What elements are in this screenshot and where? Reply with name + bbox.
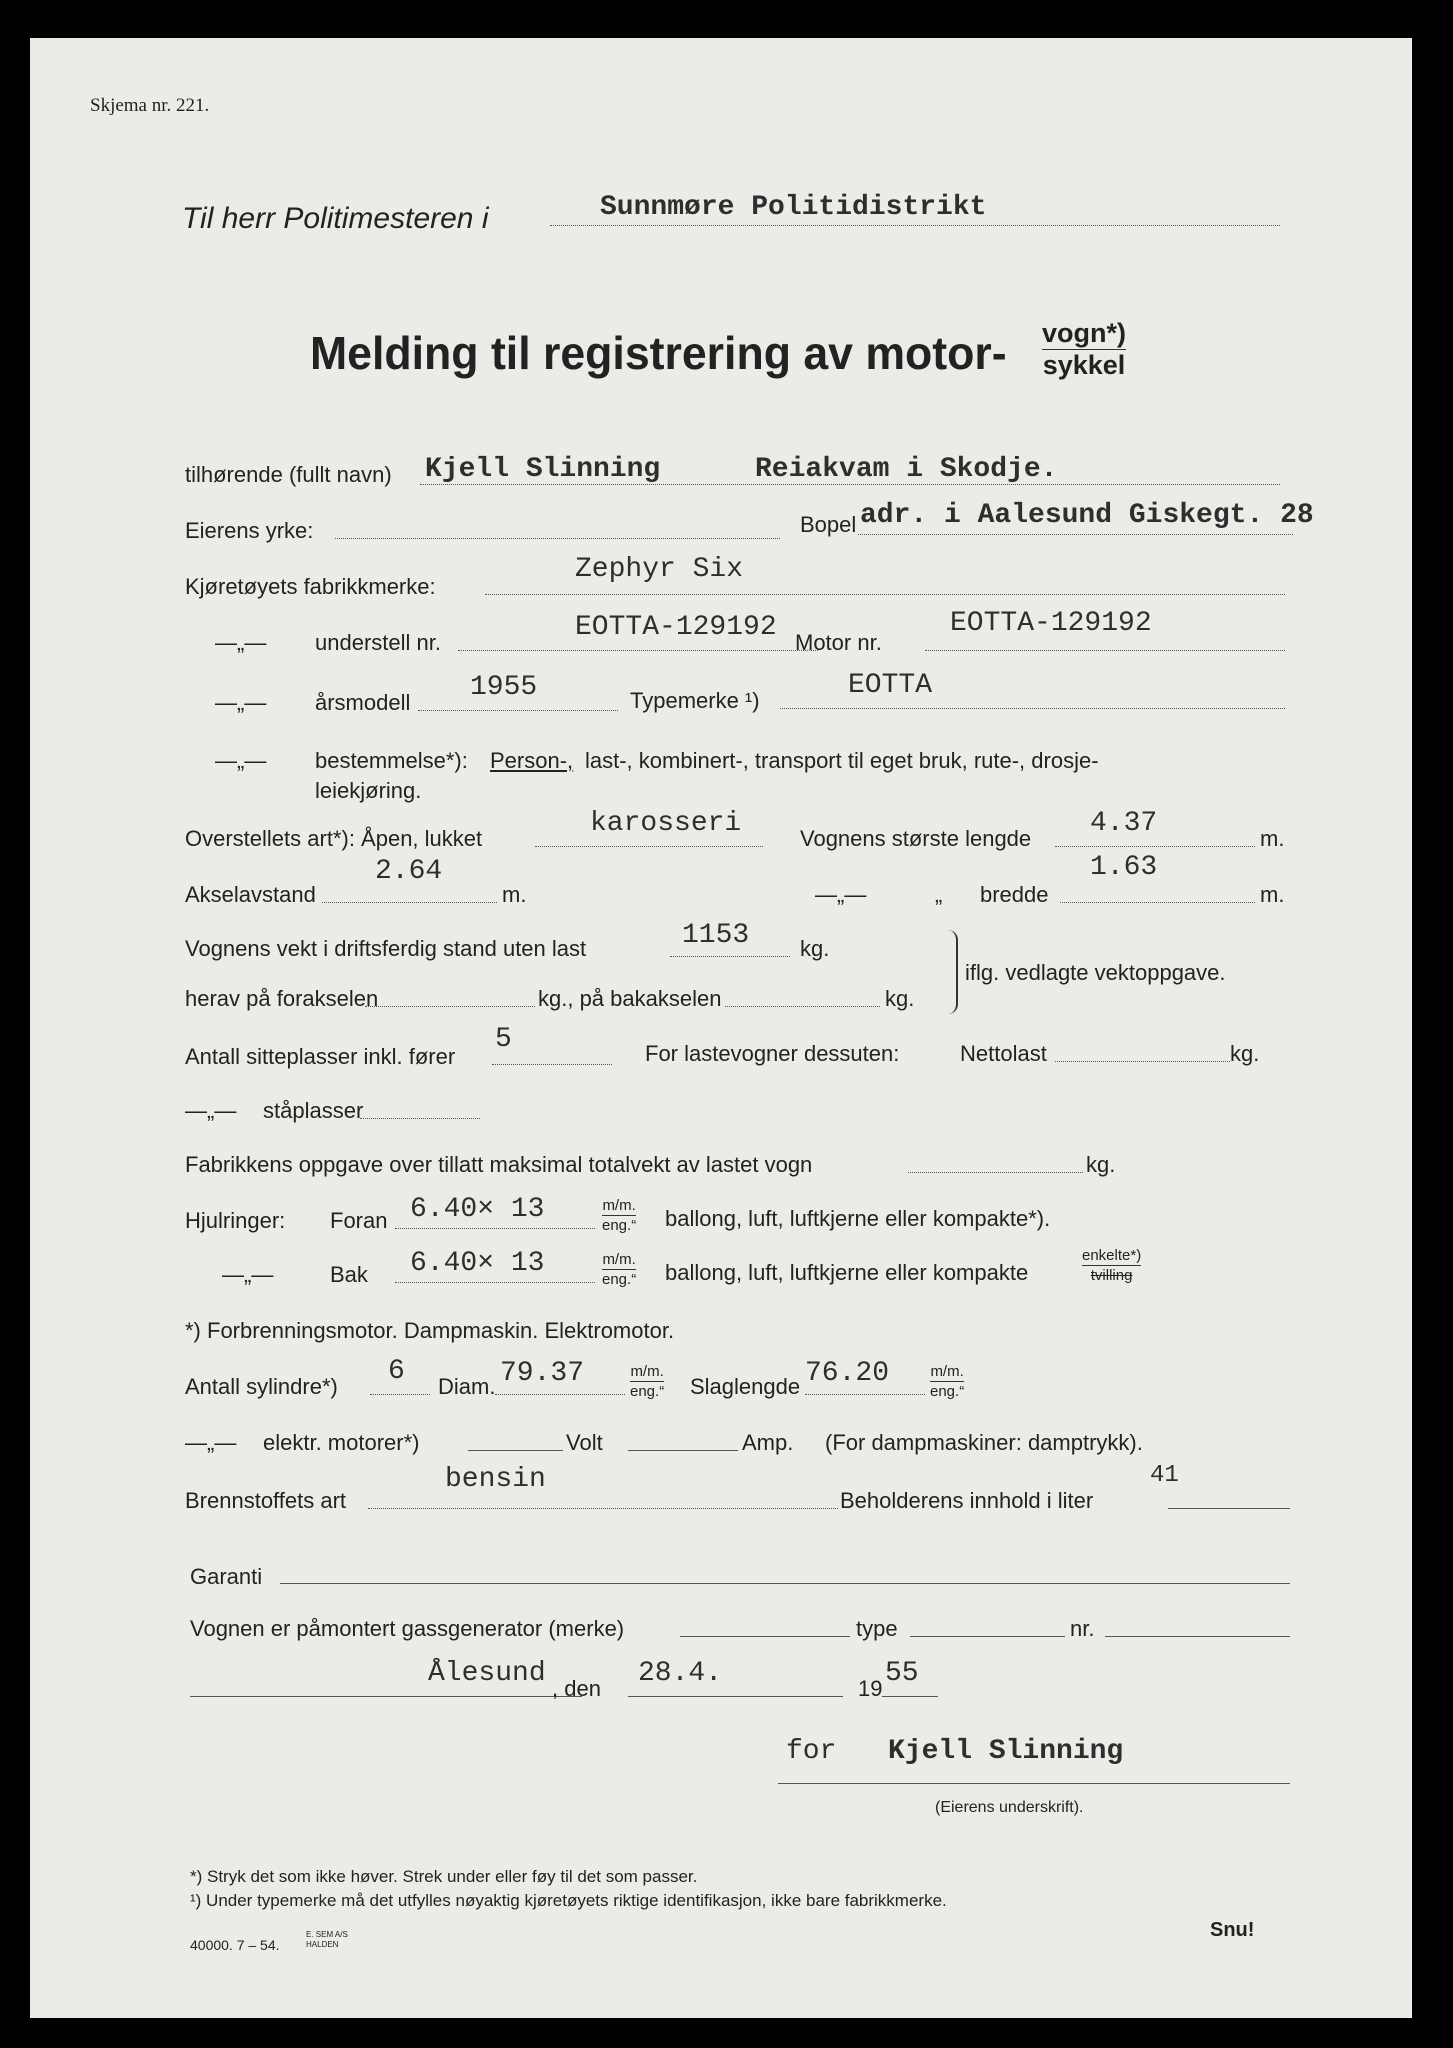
guarantee-line xyxy=(280,1583,1290,1584)
truck-label: For lastevogner dessuten: xyxy=(645,1041,900,1066)
rear-axle-label: kg., på bakakselen xyxy=(538,986,722,1011)
ditto-purpose: —„— xyxy=(215,748,267,773)
weight-label: Vognens vekt i driftsferdig stand uten last xyxy=(185,936,587,961)
ditto-chassis: —„— xyxy=(215,630,267,655)
tires-front-types: ballong, luft, luftkjerne eller kompakte*). xyxy=(665,1206,1051,1231)
footnote-1: *) Stryk det som ikke høver. Strek under eller føy til det som passer. xyxy=(190,1867,698,1886)
bore-line xyxy=(495,1394,625,1395)
form-id: Skjema nr. 221. xyxy=(90,95,210,116)
tires-rear-types: ballong, luft, luftkjerne eller kompakte xyxy=(665,1260,1029,1285)
title-fraction xyxy=(1042,320,1126,379)
model-year-value: 1955 xyxy=(470,672,538,703)
purpose-selected: Person-, xyxy=(490,748,574,773)
seats-label: Antall sitteplasser inkl. fører xyxy=(185,1044,456,1069)
gas-generator-nr-label: nr. xyxy=(1070,1616,1095,1641)
make-label: Kjøretøyets fabrikkmerke: xyxy=(185,574,436,599)
ditto-model-year: —„— xyxy=(215,690,267,715)
tires-rear-mount: enkelte*) tvilling xyxy=(1082,1247,1142,1284)
width-unit: m. xyxy=(1260,882,1285,907)
electric-label: elektr. motorer*) xyxy=(263,1430,420,1455)
width-label: bredde xyxy=(980,882,1049,907)
purpose-label: bestemmelse*): xyxy=(315,748,468,773)
date-place-line xyxy=(190,1696,582,1697)
bore-value: 79.37 xyxy=(500,1358,585,1389)
model-year-label: årsmodell xyxy=(315,690,411,715)
model-year-line xyxy=(418,710,618,711)
weight-brace xyxy=(948,930,958,1014)
tires-front-label: Foran xyxy=(330,1208,388,1233)
tires-front-value: 6.40× 13 xyxy=(410,1194,545,1225)
turn-over: Snu! xyxy=(1210,1919,1255,1941)
tires-rear-value: 6.40× 13 xyxy=(410,1248,545,1279)
printer-mark: E. SEM A/S HALDEN xyxy=(306,1930,348,1949)
volt-label: Volt xyxy=(566,1430,603,1455)
tires-label: Hjulringer: xyxy=(185,1208,286,1233)
make-value: Zephyr Six xyxy=(575,554,744,585)
wheelbase-line xyxy=(322,902,497,903)
rear-axle-line xyxy=(725,1006,880,1007)
signature-prefix: for xyxy=(786,1736,837,1767)
title-sykkel: sykkel xyxy=(1042,350,1126,380)
engine-types: *) Forbrenningsmotor. Dampmaskin. Elektromotor. xyxy=(185,1318,675,1343)
make-line xyxy=(485,594,1285,595)
tires-rear-line xyxy=(395,1282,595,1283)
signature-name: Kjell Slinning xyxy=(888,1736,1124,1767)
weight-note: iflg. vedlagte vektoppgave. xyxy=(965,960,1226,985)
weight-line xyxy=(670,956,790,957)
date-century: 19 xyxy=(858,1676,883,1701)
gas-generator-label: Vognen er påmontert gassgenerator (merke) xyxy=(190,1616,625,1641)
max-weight-label: Fabrikkens oppgave over tillatt maksimal totalvekt av lastet vogn xyxy=(185,1152,813,1177)
wheelbase-value: 2.64 xyxy=(375,856,443,887)
form-page xyxy=(30,38,1412,2018)
footnote-2: ¹) Under typemerke må det utfylles nøyaktig kjøretøyets riktige identifikasjon, ikke bare fabrikkmerke. xyxy=(190,1891,947,1910)
residence-line xyxy=(858,534,1293,535)
body-type-label: Overstellets art*): Åpen, lukket xyxy=(185,826,483,851)
weight-value: 1153 xyxy=(682,920,750,951)
date-day: 28.4. xyxy=(638,1658,723,1689)
print-code: 40000. 7 – 54. xyxy=(190,1937,280,1953)
length-label: Vognens største lengde xyxy=(800,826,1032,851)
stroke-line xyxy=(805,1394,925,1395)
cylinders-value: 6 xyxy=(388,1356,405,1387)
amp-line xyxy=(628,1450,738,1451)
addressee-line xyxy=(550,225,1280,226)
cylinders-line xyxy=(370,1394,430,1395)
width-prefix: „ xyxy=(935,882,943,907)
date-day-line xyxy=(628,1696,843,1697)
purpose-options: last-, kombinert-, transport til eget bruk, rute-, drosje- xyxy=(585,748,1099,773)
purpose-line2: leiekjøring. xyxy=(315,778,422,803)
addressee-label: Til herr Politimesteren i xyxy=(182,202,489,235)
net-load-unit: kg. xyxy=(1230,1041,1260,1066)
tank-line xyxy=(1168,1508,1290,1509)
ditto-electric: —„— xyxy=(185,1430,237,1455)
length-line xyxy=(1055,846,1255,847)
max-weight-unit: kg. xyxy=(1086,1152,1116,1177)
chassis-line xyxy=(458,650,818,651)
chassis-label: understell nr. xyxy=(315,630,441,655)
date-year: 55 xyxy=(885,1658,919,1689)
max-weight-line xyxy=(908,1172,1083,1173)
rear-axle-unit: kg. xyxy=(885,986,915,1011)
type-mark-line xyxy=(780,708,1285,709)
motor-nr-value: EOTTA-129192 xyxy=(950,608,1152,639)
ditto-tires-rear: —„— xyxy=(222,1262,274,1287)
owner-label: tilhørende (fullt navn) xyxy=(185,462,392,487)
bore-label: Diam. xyxy=(438,1374,496,1399)
net-load-label: Nettolast xyxy=(960,1041,1047,1066)
bore-unit: m/m. eng.“ xyxy=(630,1363,665,1400)
standing-label: ståplasser xyxy=(263,1098,364,1123)
wheelbase-unit: m. xyxy=(502,882,527,907)
addressee-value: Sunnmøre Politidistrikt xyxy=(600,192,987,223)
signature-line xyxy=(778,1783,1290,1784)
motor-nr-label: Motor nr. xyxy=(795,630,882,655)
gas-generator-line xyxy=(680,1636,850,1637)
standing-line xyxy=(360,1118,480,1119)
chassis-value: EOTTA-129192 xyxy=(575,612,777,643)
gas-generator-type-line xyxy=(910,1636,1065,1637)
volt-line xyxy=(468,1450,563,1451)
gas-generator-nr-line xyxy=(1105,1636,1290,1637)
profession-label: Eierens yrke: xyxy=(185,518,314,543)
ditto-width: —„— xyxy=(815,882,867,907)
ditto-standing: —„— xyxy=(185,1098,237,1123)
profession-line xyxy=(335,538,780,539)
fuel-value: bensin xyxy=(445,1464,546,1495)
owner-place: Reiakvam i Skodje. xyxy=(755,454,1058,485)
width-value: 1.63 xyxy=(1090,852,1158,883)
fuel-line xyxy=(368,1508,838,1509)
type-mark-label: Typemerke ¹) xyxy=(630,688,760,713)
length-unit: m. xyxy=(1260,826,1285,851)
stroke-value: 76.20 xyxy=(805,1358,890,1389)
fuel-label: Brennstoffets art xyxy=(185,1488,347,1513)
form-title: Melding til registrering av motor- xyxy=(310,327,1007,379)
tires-rear-unit: m/m. eng.“ xyxy=(602,1251,637,1288)
residence-label: Bopel xyxy=(800,512,857,537)
body-type-value: karosseri xyxy=(590,808,742,839)
body-type-line xyxy=(535,846,763,847)
tires-rear-label: Bak xyxy=(330,1262,368,1287)
gas-generator-type-label: type xyxy=(856,1616,898,1641)
amp-label: Amp. xyxy=(742,1430,794,1455)
tank-value: 41 xyxy=(1150,1462,1179,1489)
date-year-line xyxy=(882,1696,938,1697)
date-place: Ålesund xyxy=(428,1658,546,1689)
steam-pressure-label: (For dampmaskiner: damptrykk). xyxy=(825,1430,1143,1455)
residence-value: adr. i Aalesund Giskegt. 28 xyxy=(860,500,1314,531)
net-load-line xyxy=(1055,1061,1230,1062)
guarantee-label: Garanti xyxy=(190,1564,263,1589)
cylinders-label: Antall sylindre*) xyxy=(185,1374,338,1399)
front-axle-label: herav på forakselen xyxy=(185,986,379,1011)
seats-value: 5 xyxy=(495,1024,512,1055)
tank-label: Beholderens innhold i liter xyxy=(840,1488,1094,1513)
signature-caption: (Eierens underskrift). xyxy=(935,1799,1084,1816)
width-line xyxy=(1060,902,1255,903)
date-den: , den xyxy=(552,1676,601,1701)
title-vogn: vogn*) xyxy=(1042,318,1126,348)
owner-name: Kjell Slinning xyxy=(425,454,661,485)
seats-line xyxy=(492,1064,612,1065)
tires-front-unit: m/m. eng.“ xyxy=(602,1197,637,1234)
motor-nr-line xyxy=(925,650,1285,651)
wheelbase-label: Akselavstand xyxy=(185,882,316,907)
weight-unit: kg. xyxy=(800,936,830,961)
front-axle-line xyxy=(365,1006,535,1007)
stroke-unit: m/m. eng.“ xyxy=(930,1363,965,1400)
type-mark-value: EOTTA xyxy=(848,670,933,701)
length-value: 4.37 xyxy=(1090,808,1158,839)
tires-front-line xyxy=(395,1228,595,1229)
stroke-label: Slaglengde xyxy=(690,1374,801,1399)
